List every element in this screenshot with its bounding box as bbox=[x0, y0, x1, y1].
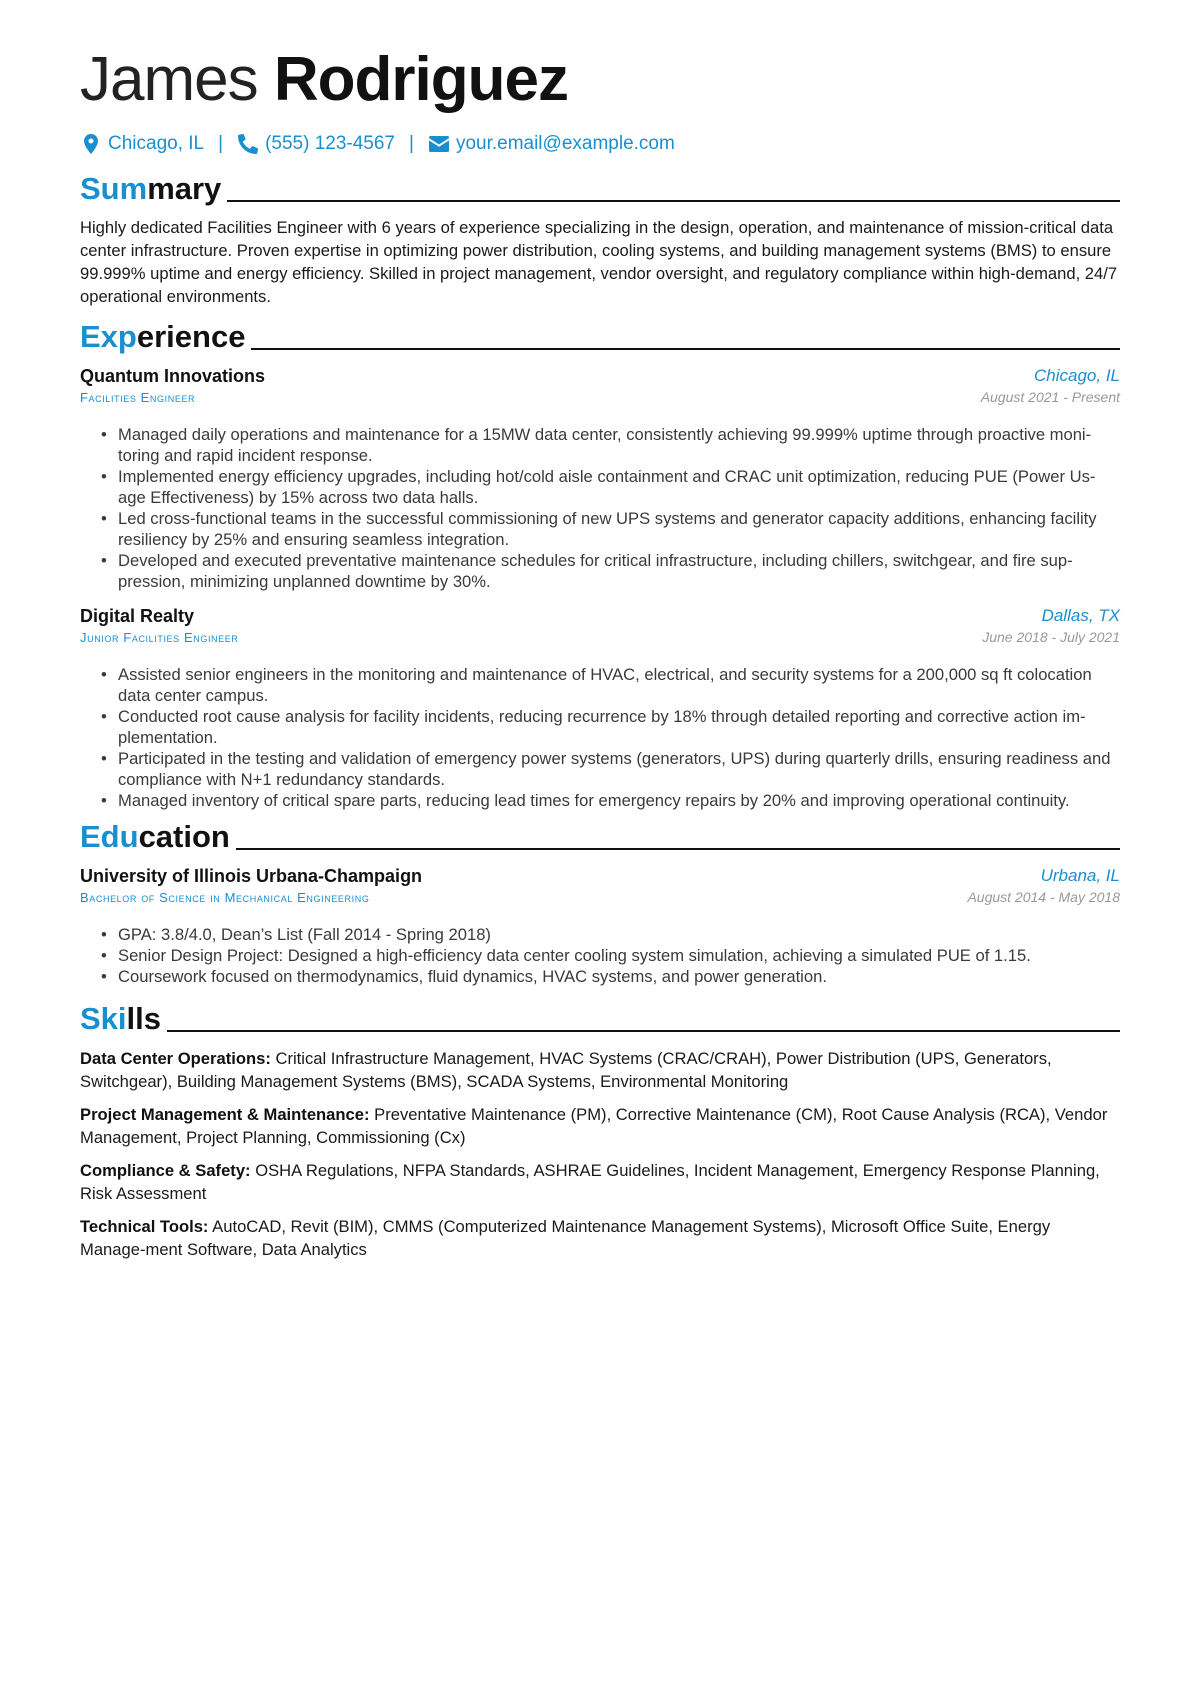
section-title-experience: Experience bbox=[80, 320, 1120, 354]
section-title-summary: Summary bbox=[80, 172, 1120, 206]
list-item: • Conducted root cause analysis for facility incidents, reducing recurrence by 18% through detailed reporting and corrective action im-plementation. bbox=[118, 706, 1118, 748]
section-divider bbox=[227, 200, 1120, 202]
list-item: • Managed inventory of critical spare parts, reducing lead times for emergency repairs by 20% and improving operational continuity. bbox=[118, 790, 1118, 811]
summary-text: Highly dedicated Facilities Engineer with 6 years of experience specializing in the design, operation, and maintenance of mission-critical data center infrastructure. Proven expertise in optimizing power distribution, cooling systems, and building management systems (BMS) to ensure 99.999% uptime and energy efficiency. Skilled in project management, vendor oversight, and regulatory compliance within high-demand, 24/7 operational environments. bbox=[80, 218, 1118, 306]
contact-separator: | bbox=[409, 133, 414, 154]
candidate-name bbox=[80, 42, 568, 118]
job-dates: June 2018 - July 2021 bbox=[982, 629, 1120, 645]
phone-text[interactable]: (555) 123-4567 bbox=[265, 133, 395, 154]
company-name: Digital Realty bbox=[80, 606, 195, 626]
skill-category: Project Management & Maintenance: bbox=[80, 1105, 370, 1124]
first-name: James bbox=[80, 45, 258, 114]
skill-category: Data Center Operations: bbox=[80, 1049, 271, 1068]
list-item: • Participated in the testing and validation of emergency power systems (generators, UPS) during quarterly drills, ensuring readiness and compliance with N+1 redundancy standards. bbox=[118, 748, 1118, 790]
experience-bullets bbox=[118, 664, 1118, 811]
list-item: • GPA: 3.8/4.0, Dean’s List (Fall 2014 - Spring 2018) bbox=[118, 924, 1118, 945]
section-divider bbox=[236, 848, 1120, 850]
section-title-education: Education bbox=[80, 820, 1120, 854]
skill-row bbox=[80, 1215, 1120, 1261]
map-marker-icon bbox=[80, 133, 102, 155]
school-name: University of Illinois Urbana-Champaign bbox=[80, 866, 423, 886]
email-link[interactable]: your.email@example.com bbox=[455, 133, 675, 154]
skill-values: OSHA Regulations, NFPA Standards, ASHRAE Guidelines, Incident Management, Emergency Response Planning, Risk Assessment bbox=[80, 1161, 1100, 1203]
skill-values: Preventative Maintenance (PM), Corrective Maintenance (CM), Root Cause Analysis (RCA), Vendor Management, Project Planning, Commissioning (Cx) bbox=[80, 1105, 1108, 1147]
envelope-icon bbox=[428, 133, 450, 155]
job-location: Dallas, TX bbox=[1041, 606, 1120, 625]
company-name: Quantum Innovations bbox=[80, 366, 266, 386]
phone-icon bbox=[237, 133, 259, 155]
last-name: Rodriguez bbox=[273, 45, 568, 114]
list-item: • Managed daily operations and maintenance for a 15MW data center, consistently achieving 99.999% uptime through proactive moni-toring and rapid incident response. bbox=[118, 424, 1118, 466]
education-bullets bbox=[118, 924, 1118, 987]
skill-row bbox=[80, 1047, 1120, 1093]
skill-values: AutoCAD, Revit (BIM), CMMS (Computerized Maintenance Management Systems), Microsoft Office Suite, Energy Manage-ment Software, Data Analytics bbox=[80, 1217, 1051, 1259]
job-title: Facilities Engineer bbox=[80, 390, 196, 405]
contact-separator: | bbox=[218, 133, 224, 154]
experience-bullets bbox=[118, 424, 1118, 592]
location-text: Chicago, IL bbox=[108, 133, 205, 154]
section-title-skills: Skills bbox=[80, 1002, 1120, 1036]
job-title: Junior Facilities Engineer bbox=[80, 630, 239, 645]
list-item: • Coursework focused on thermodynamics, fluid dynamics, HVAC systems, and power generation. bbox=[118, 966, 1118, 987]
degree-title: Bachelor of Science in Mechanical Engineering bbox=[80, 890, 370, 905]
job-location: Chicago, IL bbox=[1034, 366, 1120, 385]
skill-row bbox=[80, 1103, 1120, 1149]
skill-values: Critical Infrastructure Management, HVAC Systems (CRAC/CRAH), Power Distribution (UPS, Generators, Switchgear), Building Management Systems (BMS), SCADA Systems, Environmental Monitoring bbox=[80, 1049, 1052, 1091]
contact-line bbox=[80, 133, 675, 155]
school-location: Urbana, IL bbox=[1040, 866, 1120, 885]
list-item: • Led cross-functional teams in the successful commissioning of new UPS systems and generator capacity additions, enhancing facility resiliency by 25% and ensuring seamless integration. bbox=[118, 508, 1118, 550]
skill-category: Compliance & Safety: bbox=[80, 1161, 251, 1180]
list-item: • Implemented energy efficiency upgrades, including hot/cold aisle containment and CRAC unit optimization, reducing PUE (Power Us-age Effectiveness) by 15% across two data halls. bbox=[118, 466, 1118, 508]
skill-category: Technical Tools: bbox=[80, 1217, 209, 1236]
section-divider bbox=[167, 1030, 1120, 1032]
skill-row bbox=[80, 1159, 1120, 1205]
list-item: • Senior Design Project: Designed a high-efficiency data center cooling system simulation, achieving a simulated PUE of 1.15. bbox=[118, 945, 1118, 966]
list-item: • Assisted senior engineers in the monitoring and maintenance of HVAC, electrical, and security systems for a 200,000 sq ft colocation data center campus. bbox=[118, 664, 1118, 706]
section-divider bbox=[251, 348, 1120, 350]
education-dates: August 2014 - May 2018 bbox=[967, 889, 1120, 905]
job-dates: August 2021 - Present bbox=[980, 389, 1120, 405]
list-item: • Developed and executed preventative maintenance schedules for critical infrastructure, including chillers, switchgear, and fire sup-pression, minimizing unplanned downtime by 30%. bbox=[118, 550, 1118, 592]
